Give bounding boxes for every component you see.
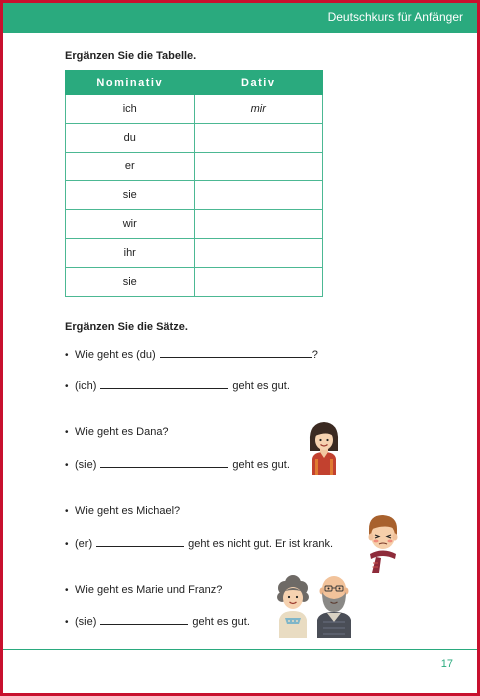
table-cell-nominativ: wir bbox=[66, 210, 195, 239]
bullet-icon: • bbox=[65, 585, 69, 596]
sentence-question: Wie geht es Dana? bbox=[75, 426, 169, 438]
sentence-item bbox=[65, 379, 290, 392]
sentence-prompt: (sie) bbox=[75, 459, 97, 471]
sentence-item bbox=[65, 505, 180, 517]
table-row bbox=[66, 123, 323, 152]
bullet-icon: • bbox=[65, 460, 69, 471]
table-cell-nominativ: er bbox=[66, 152, 195, 181]
sentence-ending: geht es nicht gut. Er ist krank. bbox=[188, 538, 334, 550]
table-cell-nominativ: ich bbox=[66, 95, 195, 124]
answer-blank[interactable] bbox=[100, 615, 188, 625]
sentence-prompt: (sie) bbox=[75, 616, 97, 628]
sentence-ending: geht es gut. bbox=[232, 459, 290, 471]
table-cell-dativ bbox=[194, 267, 323, 296]
sentence-item bbox=[65, 458, 290, 471]
section-heading-table: Ergänzen Sie die Tabelle. bbox=[65, 50, 197, 62]
footer-divider bbox=[3, 649, 477, 650]
sentence-item bbox=[65, 615, 250, 628]
michael-sick-icon bbox=[361, 511, 403, 573]
table-cell-dativ: mir bbox=[194, 95, 323, 124]
answer-blank[interactable] bbox=[96, 537, 184, 547]
sentence-item bbox=[65, 426, 169, 438]
dana-happy-icon bbox=[305, 419, 343, 475]
table-cell-dativ bbox=[194, 123, 323, 152]
table-cell-nominativ: ihr bbox=[66, 238, 195, 267]
bullet-icon: • bbox=[65, 617, 69, 628]
sentence-question: Wie geht es Marie und Franz? bbox=[75, 584, 223, 596]
sentence-ending: geht es gut. bbox=[192, 616, 250, 628]
section-heading-sentences: Ergänzen Sie die Sätze. bbox=[65, 321, 188, 333]
sentence-item bbox=[65, 584, 222, 596]
sentence-prompt: Wie geht es (du) bbox=[75, 349, 156, 361]
column-header-nominativ: Nominativ bbox=[66, 71, 195, 95]
table-cell-nominativ: sie bbox=[66, 267, 195, 296]
bullet-icon: • bbox=[65, 381, 69, 392]
table-cell-dativ bbox=[194, 210, 323, 239]
table-cell-dativ bbox=[194, 238, 323, 267]
table-row bbox=[66, 210, 323, 239]
table-row bbox=[66, 238, 323, 267]
page bbox=[3, 3, 477, 693]
sentence-prompt: (ich) bbox=[75, 380, 97, 392]
sentence-question: Wie geht es Michael? bbox=[75, 505, 181, 517]
sentence-ending: ? bbox=[311, 349, 318, 361]
header-bar bbox=[3, 3, 477, 33]
header-title: Deutschkurs für Anfänger bbox=[327, 10, 463, 24]
answer-blank[interactable] bbox=[100, 458, 228, 468]
table-row bbox=[66, 95, 323, 124]
table-row bbox=[66, 152, 323, 181]
answer-blank[interactable] bbox=[100, 379, 228, 389]
bullet-icon: • bbox=[65, 350, 69, 361]
bullet-icon: • bbox=[65, 506, 69, 517]
sentence-item bbox=[65, 348, 318, 361]
declension-table bbox=[65, 70, 323, 297]
column-header-dativ: Dativ bbox=[194, 71, 323, 95]
franz-happy-icon bbox=[314, 572, 354, 638]
bullet-icon: • bbox=[65, 539, 69, 550]
bullet-icon: • bbox=[65, 427, 69, 438]
table-cell-nominativ: sie bbox=[66, 181, 195, 210]
answer-blank[interactable] bbox=[160, 348, 312, 358]
table-row bbox=[66, 267, 323, 296]
table-header-row bbox=[66, 71, 323, 95]
table-cell-dativ bbox=[194, 152, 323, 181]
marie-happy-icon bbox=[275, 574, 311, 638]
table-cell-dativ bbox=[194, 181, 323, 210]
table-cell-nominativ: du bbox=[66, 123, 195, 152]
page-number: 17 bbox=[440, 658, 453, 670]
table-row bbox=[66, 181, 323, 210]
sentence-prompt: (er) bbox=[75, 538, 93, 550]
sentence-item bbox=[65, 537, 333, 550]
sentence-ending: geht es gut. bbox=[232, 380, 290, 392]
